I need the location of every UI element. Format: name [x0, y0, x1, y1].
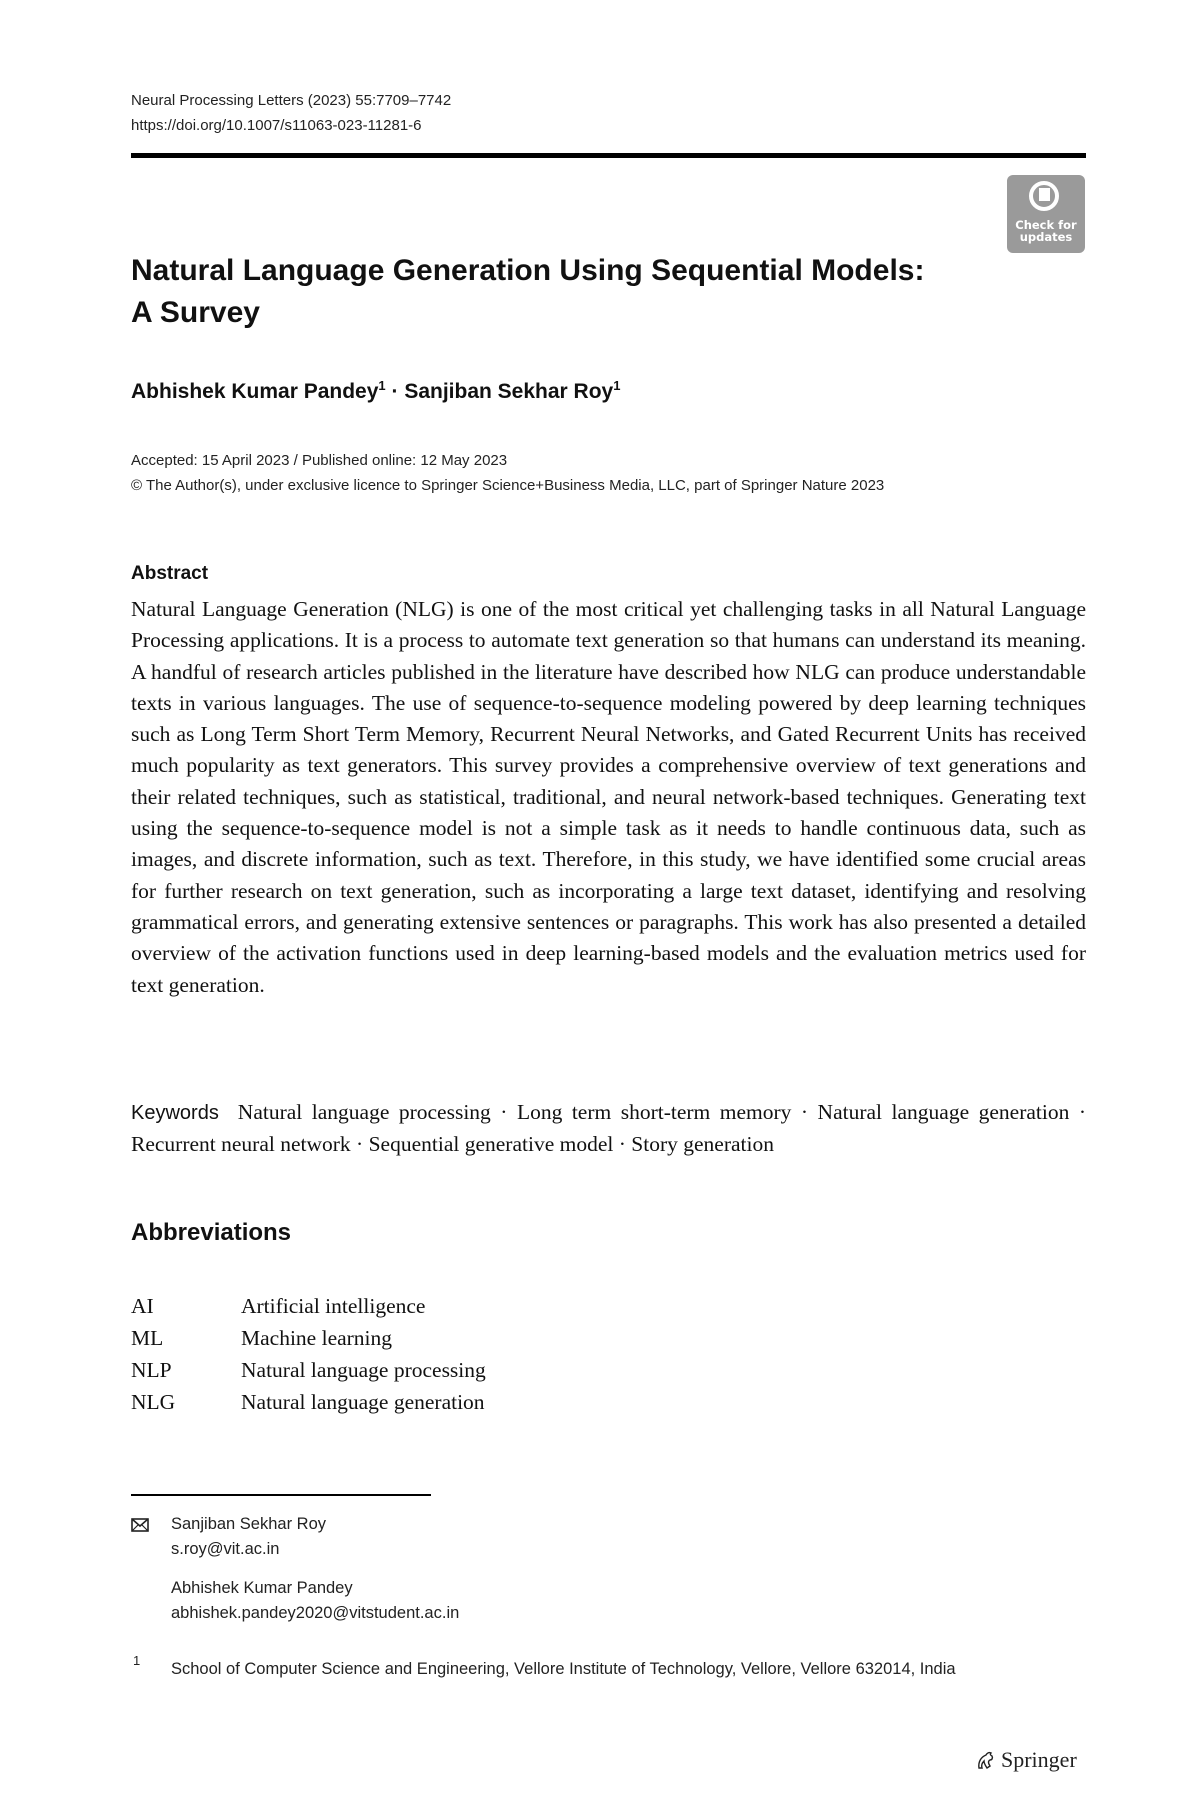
author-name[interactable]: Abhishek Kumar Pandey — [131, 380, 379, 403]
springer-logo — [975, 1747, 1077, 1773]
abbreviation: ML — [131, 1326, 164, 1350]
abbreviation: NLP — [131, 1358, 172, 1382]
publication-dates: Accepted: 15 April 2023 / Published online: 12 May 2023 — [131, 452, 508, 469]
abbreviation-definition: Machine learning — [241, 1326, 393, 1350]
abbreviation-row — [131, 1358, 486, 1383]
check-for-updates-badge[interactable] — [1007, 175, 1085, 253]
author-name[interactable]: Sanjiban Sekhar Roy — [404, 380, 614, 403]
abbreviation-row — [131, 1294, 425, 1319]
abbreviation: NLG — [131, 1390, 176, 1414]
envelope-icon — [131, 1518, 149, 1532]
author-list — [131, 378, 620, 404]
affiliation-marker: 1 — [378, 378, 386, 393]
abbreviation-definition: Artificial intelligence — [241, 1294, 426, 1318]
corresponding-author-email[interactable]: s.roy@vit.ac.in — [171, 1540, 280, 1558]
coauthor-name: Abhishek Kumar Pandey — [171, 1579, 353, 1597]
copyright-notice: © The Author(s), under exclusive licence to Springer Science+Business Media, LLC, part of Springer Nature 2023 — [131, 477, 885, 494]
badge-line1: Check for — [1015, 218, 1077, 232]
footnote-rule — [131, 1494, 431, 1496]
article-title — [131, 250, 991, 334]
coauthor-email[interactable]: abhishek.pandey2020@vitstudent.ac.in — [171, 1604, 460, 1622]
abbreviations-heading: Abbreviations — [131, 1219, 292, 1246]
affiliation-text: School of Computer Science and Engineering, Vellore Institute of Technology, Vellore, Vellore 632014, India — [171, 1660, 956, 1678]
keywords — [131, 1097, 1086, 1161]
header-rule — [131, 153, 1086, 158]
title-line2: A Survey — [131, 296, 260, 329]
doi-link[interactable]: https://doi.org/10.1007/s11063-023-11281-6 — [131, 117, 422, 134]
journal-info: Neural Processing Letters (2023) 55:7709–7742 — [131, 92, 452, 109]
affiliation-marker: 1 — [613, 378, 621, 393]
badge-line2: updates — [1019, 230, 1073, 244]
keywords-text: Natural language processing · Long term short-term memory · Natural language generation · Recurrent neural network · Sequential generative model · Story generation — [131, 1100, 1086, 1157]
abbreviation-row — [131, 1390, 485, 1415]
title-line1: Natural Language Generation Using Sequential Models: — [131, 254, 925, 287]
author-separator: · — [385, 380, 405, 403]
corresponding-author-name: Sanjiban Sekhar Roy — [171, 1515, 327, 1533]
abbreviation-definition: Natural language generation — [241, 1390, 485, 1414]
springer-wordmark: Springer — [1001, 1747, 1077, 1772]
abstract-body: Natural Language Generation (NLG) is one of the most critical yet challenging tasks in all Natural Language Processing applications. It is a process to automate text generation so that humans can understand its meaning. A handful of research articles published in the literature have described how NLG can produce understandable texts in various languages. The use of sequence-to-sequence modeling powered by deep learning techniques such as Long Term Short Term Memory, Recurrent Neural Networks, and Gated Recurrent Units has received much popularity as text generators. This survey provides a comprehensive overview of text generations and their related techniques, such as statistical, traditional, and neural network-based techniques. Generating text using the sequence-to-sequence model is not a simple task as it needs to handle continuous data, such as images, and discrete information, such as text. Therefore, in this study, we have identified some crucial areas for further research on text generation, such as incorporating a large text dataset, identifying and resolving grammatical errors, and generating extensive sentences or paragraphs. This work has also presented a detailed overview of the activation functions used in deep learning-based models and the evaluation metrics used for text generation. — [131, 597, 1086, 997]
bookmark-icon — [1039, 188, 1050, 201]
springer-horse-icon — [975, 1749, 997, 1771]
abbreviation-definition: Natural language processing — [241, 1358, 486, 1382]
abstract-heading: Abstract — [131, 563, 209, 584]
abbreviation: AI — [131, 1294, 154, 1318]
abbreviation-row — [131, 1326, 392, 1351]
affiliation-number: 1 — [133, 1653, 141, 1668]
keywords-label: Keywords — [131, 1102, 219, 1124]
